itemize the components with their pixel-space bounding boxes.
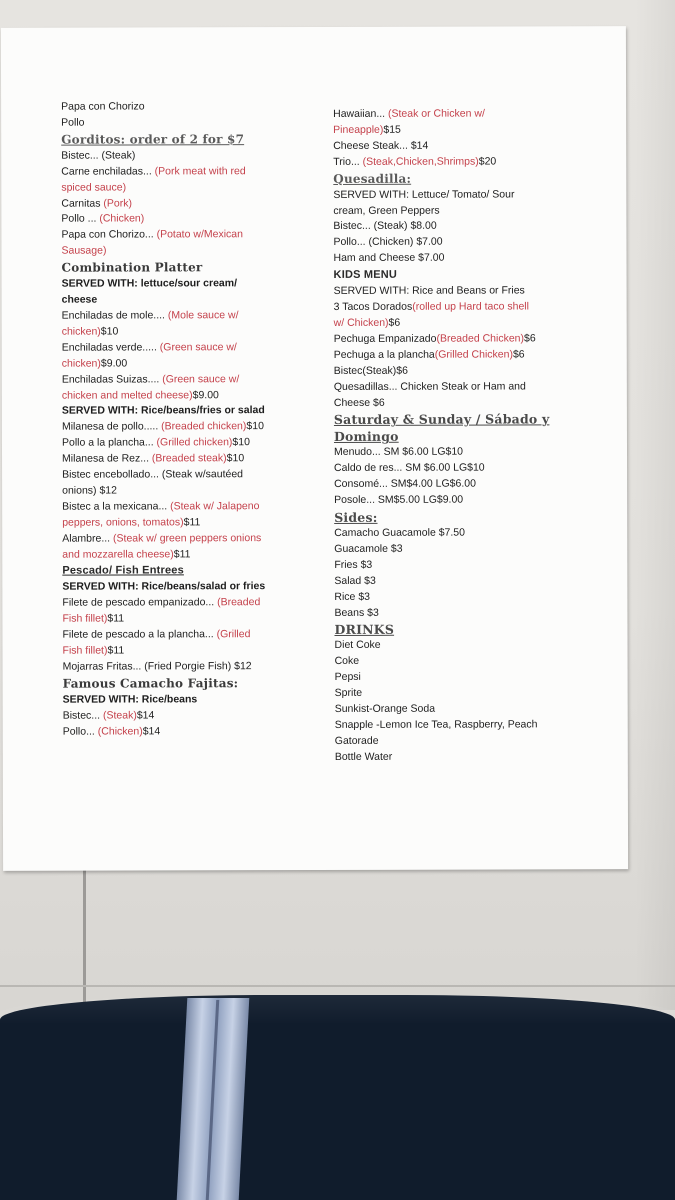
menu-item-line — [62, 372, 302, 389]
item-text: $6 — [512, 348, 525, 361]
menu-item-line — [334, 573, 574, 590]
menu-right-column — [333, 26, 575, 765]
menu-item-line — [334, 525, 574, 542]
menu-item-line — [334, 379, 574, 396]
menu-item-line — [61, 227, 301, 244]
menu-item-line — [62, 435, 302, 452]
item-description: (rolled up Hard taco shell — [412, 300, 529, 313]
item-text: $10 — [100, 325, 119, 338]
item-text: Trio... — [333, 155, 363, 168]
item-text: Bistec(Steak)$6 — [333, 364, 408, 377]
item-description: Fish fillet) — [62, 612, 108, 625]
item-description: (Breaded — [217, 596, 261, 609]
menu-item-line — [335, 749, 575, 766]
item-text: Carnitas — [61, 197, 104, 210]
item-text: Enchiladas de mole.... — [61, 309, 168, 322]
menu-item-line — [61, 243, 301, 260]
menu-section-heading: Quesadilla: — [333, 171, 412, 186]
menu-item-line — [62, 308, 302, 325]
menu-item-line — [62, 547, 302, 564]
item-text: $9.00 — [192, 388, 219, 401]
menu-item-line — [62, 515, 302, 532]
item-text: Filete de pescado a la plancha... — [62, 628, 217, 641]
tile-grout-horizontal — [0, 985, 675, 987]
item-text: Papa con Chorizo — [61, 100, 145, 113]
served-with-note: cheese — [61, 293, 98, 306]
menu-section-heading: Domingo — [333, 429, 399, 445]
item-text: Bistec a la mexicana... — [62, 500, 171, 513]
item-text: Rice $3 — [334, 590, 371, 603]
item-text: $6 — [388, 316, 401, 329]
menu-item-line — [333, 219, 573, 236]
item-description: (Breaded Chicken) — [436, 332, 525, 345]
jacket-foreground — [0, 995, 675, 1200]
menu-item-line — [334, 331, 574, 348]
menu-item-line — [62, 276, 302, 293]
item-description: (Chicken) — [99, 212, 145, 225]
menu-item-line — [62, 388, 302, 405]
item-text: $11 — [107, 612, 125, 625]
item-text: Carne enchiladas... — [61, 165, 155, 178]
item-text: Posole... SM$5.00 LG$9.00 — [334, 493, 464, 507]
menu-item-line — [335, 733, 575, 750]
menu-item-line — [334, 605, 574, 622]
menu-section-heading: Gorditos: order of 2 for $7 — [61, 131, 245, 147]
item-text: Hawaiian... — [333, 107, 388, 120]
item-text: Pollo ... — [61, 213, 100, 226]
menu-item-line — [335, 717, 575, 734]
item-text: $14 — [142, 725, 161, 738]
item-text: Fries $3 — [334, 558, 373, 571]
menu-item-line — [335, 670, 575, 687]
menu-item-line — [63, 708, 303, 725]
menu-item-line — [62, 356, 302, 373]
item-text: Enchiladas verde..... — [61, 341, 160, 354]
item-description: chicken and melted cheese) — [61, 388, 193, 402]
item-text: Coke — [334, 655, 360, 668]
menu-item-line — [62, 595, 302, 612]
menu-item-line — [334, 315, 574, 332]
item-text: Bistec... (Steak) $8.00 — [333, 220, 437, 233]
item-text: cream, Green Peppers — [333, 204, 440, 217]
item-description: and mozzarella cheese) — [62, 547, 174, 561]
menu-section-heading: Combination Platter — [61, 260, 203, 275]
item-text: Filete de pescado empanizado... — [62, 596, 218, 610]
item-text: Beans $3 — [334, 606, 379, 619]
item-text: $10 — [226, 452, 245, 465]
menu-item-line — [334, 589, 574, 606]
menu-item-line — [63, 692, 303, 709]
item-text: Pollo a la plancha... — [61, 436, 157, 449]
item-text: 3 Tacos Dorados — [333, 300, 413, 314]
item-description: (Green sauce w/ — [159, 340, 237, 354]
menu-item-line — [62, 292, 302, 309]
item-text: Guacamole $3 — [334, 542, 403, 555]
item-text: Ham and Cheese $7.00 — [333, 251, 445, 265]
served-with-note: SERVED WITH: Rice/beans — [62, 693, 198, 706]
menu-item-line — [334, 347, 574, 364]
item-description: (Steak) — [102, 709, 137, 722]
menu-sheet — [1, 26, 628, 871]
menu-item-line — [62, 611, 302, 628]
served-with-note: SERVED WITH: lettuce/sour cream/ — [61, 277, 238, 290]
menu-section-heading: Pescado/ Fish Entrees — [62, 564, 184, 578]
menu-item-line — [335, 686, 575, 703]
item-description: (Steak w/ Jalapeno — [170, 499, 260, 513]
menu-item-line — [334, 638, 574, 655]
menu-item-line — [333, 122, 573, 139]
item-text: Diet Coke — [334, 639, 381, 652]
item-description: spiced sauce) — [61, 181, 127, 194]
menu-item-line — [63, 643, 303, 660]
menu-item-line — [334, 557, 574, 574]
menu-item-line — [333, 203, 573, 220]
item-description: peppers, onions, tomatos) — [62, 516, 184, 529]
item-description: chicken) — [61, 325, 101, 338]
item-text: $11 — [107, 644, 125, 657]
item-text: Alambre... — [62, 532, 114, 545]
item-text: Bottle Water — [334, 750, 393, 763]
item-description: Sausage) — [61, 244, 107, 257]
item-description: (Grilled chicken) — [156, 436, 233, 449]
menu-item-line — [334, 492, 574, 509]
item-text: Cheese $6 — [333, 396, 385, 409]
item-text: Bistec... (Steak) — [61, 149, 136, 162]
item-text: Pollo — [61, 116, 85, 129]
menu-item-line — [334, 541, 574, 558]
item-description: (Grilled Chicken) — [434, 348, 513, 361]
item-description: (Pork) — [103, 197, 132, 210]
menu-item-line — [62, 627, 302, 644]
menu-item-line — [335, 654, 575, 671]
menu-item-line — [62, 451, 302, 468]
menu-section-heading: Saturday & Sunday / Sábado y — [333, 411, 550, 428]
menu-item-line — [62, 580, 302, 597]
menu-item-line — [61, 196, 301, 213]
menu-item-line — [333, 187, 573, 204]
item-description: (Chicken) — [97, 725, 143, 738]
menu-item-line — [62, 324, 302, 341]
menu-item-line — [61, 211, 301, 228]
menu-item-line — [63, 659, 303, 676]
item-text: Pechuga Empanizado — [333, 332, 437, 345]
item-text: Pepsi — [334, 671, 361, 684]
menu-item-line — [62, 467, 302, 484]
item-text: Consomé... SM$4.00 LG$6.00 — [334, 477, 476, 491]
item-description: Pineapple) — [333, 123, 384, 136]
item-text: Milanesa de pollo..... — [61, 420, 162, 433]
menu-item-line — [334, 299, 574, 316]
menu-item-line — [333, 138, 573, 155]
menu-item-line — [61, 148, 301, 165]
item-text: $10 — [246, 420, 264, 433]
menu-section-heading: Famous Camacho Fajitas: — [62, 676, 239, 691]
item-description: w/ Chicken) — [333, 316, 389, 329]
menu-item-line — [334, 461, 574, 478]
menu-item-line — [335, 701, 575, 718]
item-text: $9.00 — [100, 357, 128, 370]
item-text: Mojarras Fritas... (Fried Porgie Fish) $12 — [62, 660, 252, 673]
menu-section-heading: Sides: — [334, 509, 378, 525]
wall-shadow — [635, 0, 675, 1010]
item-text: $15 — [383, 123, 401, 136]
item-text: SERVED WITH: Rice and Beans or Fries — [333, 284, 525, 298]
item-description: (Breaded chicken) — [161, 420, 247, 433]
item-text: Pollo... — [62, 725, 98, 738]
item-description: chicken) — [61, 357, 101, 370]
served-with-note: SERVED WITH: Rice/beans/fries or salad — [61, 404, 265, 418]
item-text: Pechuga a la plancha — [333, 348, 435, 361]
menu-item-line — [334, 477, 574, 494]
item-text: $20 — [478, 155, 497, 168]
item-text: Enchiladas Suizas.... — [61, 372, 163, 386]
item-text: $6 — [523, 332, 536, 345]
menu-item-line — [334, 283, 574, 300]
item-text: Pollo... (Chicken) $7.00 — [333, 236, 443, 249]
menu-left-column — [61, 27, 303, 740]
menu-item-line — [334, 363, 574, 380]
item-text: $14 — [136, 709, 155, 722]
item-description: (Green sauce w/ — [162, 372, 240, 385]
menu-item-line — [62, 483, 302, 500]
served-with-note: SERVED WITH: Rice/beans/salad or fries — [62, 580, 266, 594]
item-description: (Breaded steak) — [151, 452, 227, 465]
item-description: (Mole sauce w/ — [167, 309, 239, 322]
menu-item-line — [334, 445, 574, 462]
tile-grout-vertical — [83, 870, 86, 1010]
item-text: onions) $12 — [62, 484, 117, 497]
item-text: Quesadillas... Chicken Steak or Ham and — [333, 380, 526, 393]
item-text: Snapple -Lemon Ice Tea, Raspberry, Peach — [334, 718, 538, 731]
item-text: Gatorade — [334, 734, 379, 747]
item-text: Salad $3 — [334, 574, 376, 587]
item-text: Sprite — [334, 687, 363, 700]
item-text: $10 — [232, 436, 250, 449]
menu-item-line — [334, 395, 574, 412]
item-text: Sunkist-Orange Soda — [334, 702, 436, 716]
menu-item-line — [63, 724, 303, 741]
menu-item-line — [61, 180, 301, 197]
item-text: Menudo... SM $6.00 LG$10 — [333, 446, 464, 459]
item-description: (Grilled — [216, 628, 251, 641]
item-text: $11 — [173, 547, 191, 560]
menu-section-heading: DRINKS — [334, 622, 395, 638]
menu-item-line — [61, 99, 301, 116]
menu-item-line — [333, 154, 573, 171]
menu-item-line — [62, 419, 302, 436]
item-text: SERVED WITH: Lettuce/ Tomato/ Sour — [333, 188, 515, 201]
menu-item-line — [62, 499, 302, 516]
item-text: Milanesa de Rez... — [62, 452, 152, 465]
item-description: (Pork meat with red — [154, 164, 246, 178]
menu-section-heading: KIDS MENU — [333, 268, 398, 282]
item-description: (Steak,Chicken,Shrimps) — [362, 155, 479, 168]
item-text: Papa con Chorizo... — [61, 228, 157, 242]
item-text: Bistec encebollado... (Steak w/sautéed — [62, 468, 244, 481]
item-description: (Steak or Chicken w/ — [387, 107, 485, 120]
item-text: Cheese Steak... $14 — [333, 139, 429, 152]
item-text: $11 — [183, 516, 201, 529]
item-description: (Steak w/ green peppers onions — [112, 531, 262, 545]
menu-item-line — [62, 403, 302, 420]
menu-item-line — [333, 251, 573, 268]
item-description: Fish fillet) — [62, 644, 108, 657]
item-description: (Potato w/Mexican — [156, 228, 243, 241]
item-text: Camacho Guacamole $7.50 — [334, 526, 465, 539]
menu-item-line — [62, 531, 302, 548]
menu-item-line — [333, 235, 573, 252]
menu-item-line — [61, 164, 301, 181]
menu-item-line — [61, 115, 301, 132]
item-text: Bistec... — [62, 709, 103, 722]
item-text: Caldo de res... SM $6.00 LG$10 — [334, 461, 485, 475]
menu-item-line — [62, 340, 302, 357]
menu-item-line — [333, 106, 573, 123]
